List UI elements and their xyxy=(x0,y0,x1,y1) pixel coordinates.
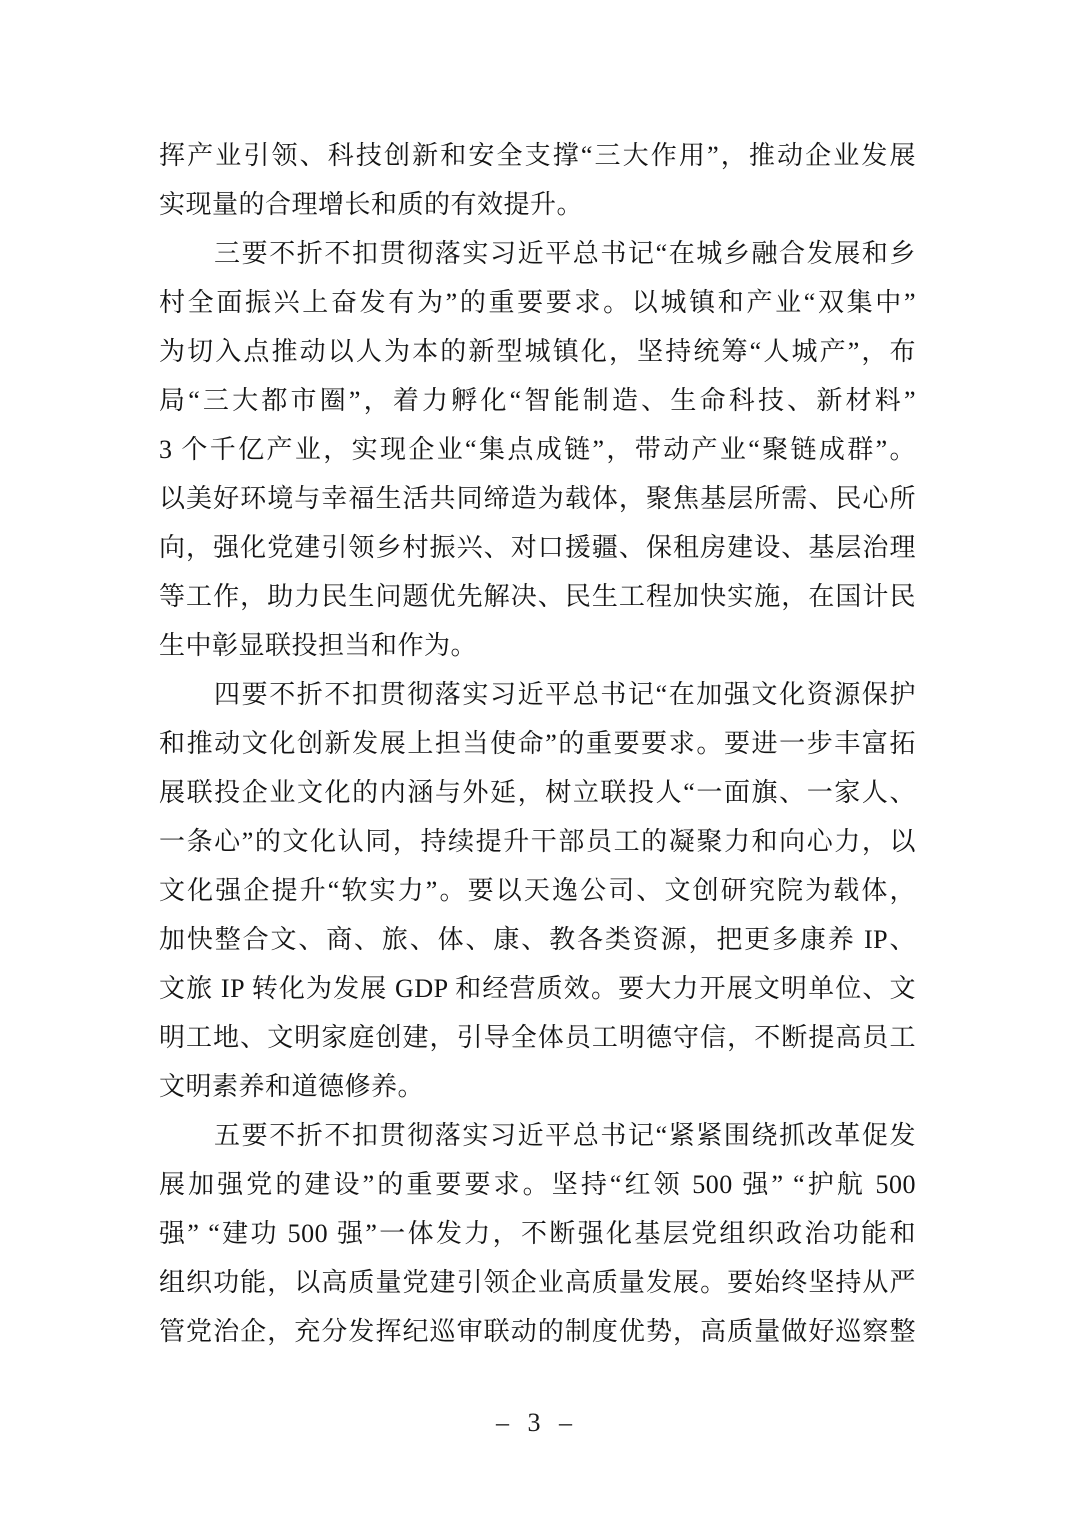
text-line: 四要不折不扣贯彻落实习近平总书记“在加强文化资源保护 xyxy=(214,680,916,709)
text-line: 3 个千亿产业，实现企业“集点成链”，带动产业“聚链成群”。 xyxy=(159,435,916,464)
text-line: 和推动文化创新发展上担当使命”的重要要求。要进一步丰富拓 xyxy=(159,729,916,758)
text-line: 文化强企提升“软实力”。要以天逸公司、文创研究院为载体， xyxy=(159,876,916,905)
text-line: 组织功能，以高质量党建引领企业高质量发展。要始终坚持从严 xyxy=(159,1268,916,1297)
text-line: 展联投企业文化的内涵与外延，树立联投人“一面旗、一家人、 xyxy=(159,778,916,807)
text-line: 三要不折不扣贯彻落实习近平总书记“在城乡融合发展和乡 xyxy=(214,239,916,268)
page-number: – 3 – xyxy=(496,1408,578,1437)
text-line: 生中彰显联投担当和作为。 xyxy=(159,631,478,660)
text-line: 等工作，助力民生问题优先解决、民生工程加快实施，在国计民 xyxy=(159,582,916,611)
text-line: 实现量的合理增长和质的有效提升。 xyxy=(159,190,584,219)
text-line: 管党治企，充分发挥纪巡审联动的制度优势，高质量做好巡察整 xyxy=(159,1317,916,1346)
text-line: 明工地、文明家庭创建，引导全体员工明德守信，不断提高员工 xyxy=(159,1023,916,1052)
text-line: 加快整合文、商、旅、体、康、教各类资源，把更多康养 IP、 xyxy=(159,925,916,954)
text-line: 以美好环境与幸福生活共同缔造为载体，聚焦基层所需、民心所 xyxy=(159,484,916,513)
text-line: 局“三大都市圈”，着力孵化“智能制造、生命科技、新材料” xyxy=(159,386,916,415)
text-line: 挥产业引领、科技创新和安全支撑“三大作用”，推动企业发展 xyxy=(159,141,916,170)
text-line: 文明素养和道德修养。 xyxy=(159,1072,425,1101)
text-line: 强” “建功 500 强”一体发力，不断强化基层党组织政治功能和 xyxy=(159,1219,916,1248)
text-line: 文旅 IP 转化为发展 GDP 和经营质效。要大力开展文明单位、文 xyxy=(159,974,916,1003)
text-line: 展加强党的建设”的重要要求。坚持“红领 500 强” “护航 500 xyxy=(159,1170,916,1199)
text-line: 村全面振兴上奋发有为”的重要要求。以城镇和产业“双集中” xyxy=(159,288,916,317)
text-block xyxy=(159,131,916,1356)
text-line: 向，强化党建引领乡村振兴、对口援疆、保租房建设、基层治理 xyxy=(159,533,916,562)
text-line: 为切入点推动以人为本的新型城镇化，坚持统筹“人城产”，布 xyxy=(159,337,916,366)
text-line: 一条心”的文化认同，持续提升干部员工的凝聚力和向心力，以 xyxy=(159,827,916,856)
text-line: 五要不折不扣贯彻落实习近平总书记“紧紧围绕抓改革促发 xyxy=(214,1121,916,1150)
